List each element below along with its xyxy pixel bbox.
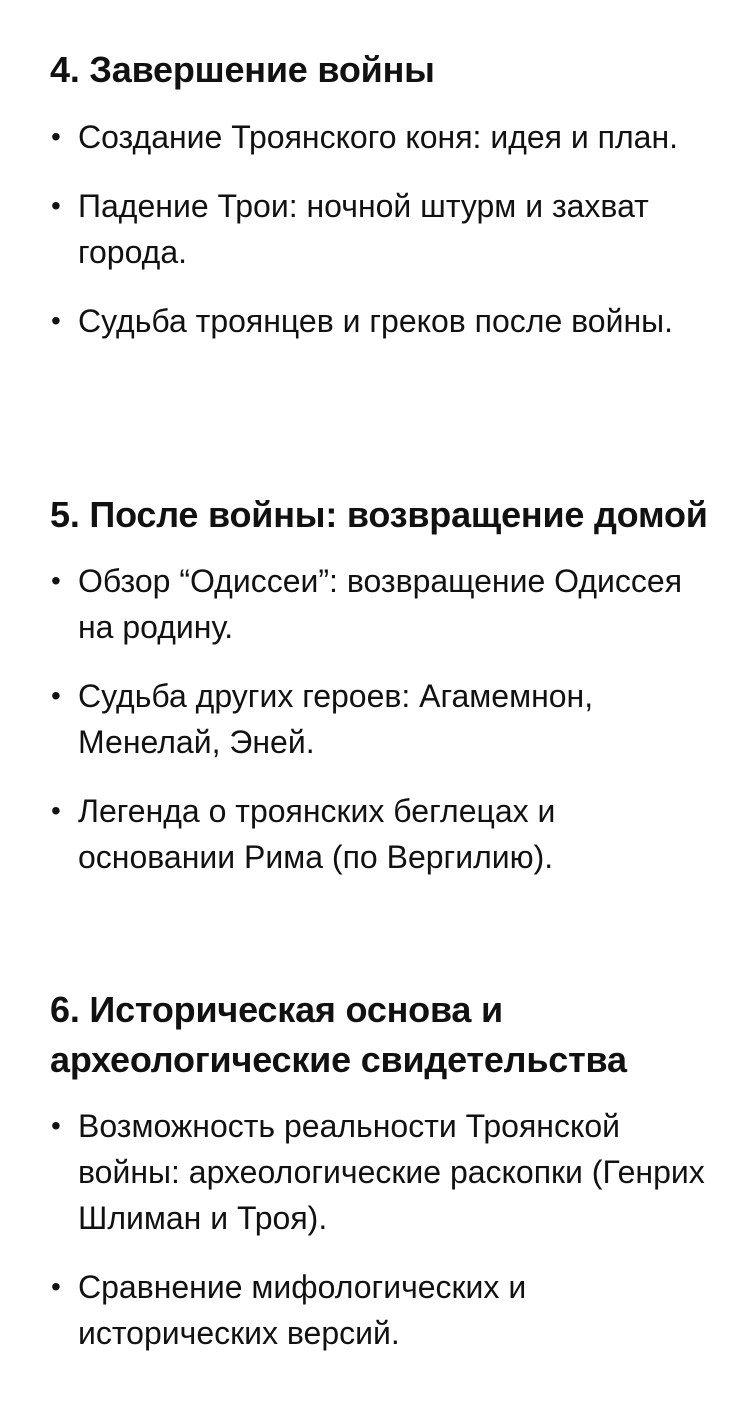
section-heading: 4. Завершение войны: [50, 49, 435, 90]
section-heading: 5. После войны: возвращение домой: [50, 494, 708, 535]
list-item-text: Легенда о троянских беглецах и основании Рима (по Вергилию).: [78, 793, 556, 875]
bullet-list: [50, 1103, 710, 1356]
section-war-ending: [50, 45, 710, 344]
list-item: [50, 558, 710, 650]
section-after-war: [50, 490, 710, 880]
list-item: [50, 788, 710, 880]
bullet-icon: •: [51, 190, 61, 221]
bullet-icon: •: [51, 565, 61, 596]
list-item-text: Сравнение мифологических и исторических версий.: [78, 1269, 527, 1351]
list-item: [50, 673, 710, 765]
list-item: [50, 183, 710, 275]
bullet-icon: •: [51, 305, 61, 336]
bullet-icon: •: [51, 795, 61, 826]
list-item: [50, 1103, 710, 1241]
list-item: [50, 114, 710, 160]
bullet-list: [50, 558, 710, 880]
bullet-icon: •: [51, 121, 61, 152]
list-item-text: Судьба троянцев и греков после войны.: [78, 303, 674, 339]
list-item-text: Обзор “Одиссеи”: возвращение Одиссея на родину.: [78, 563, 683, 645]
bullet-icon: •: [51, 1110, 61, 1141]
section-heading: 6. Историческая основа и археологические свидетельства: [50, 989, 627, 1080]
list-item-text: Падение Трои: ночной штурм и захват города.: [78, 188, 649, 270]
list-item: [50, 1264, 710, 1356]
bullet-icon: •: [51, 1271, 61, 1302]
list-item-text: Судьба других героев: Агамемнон, Менелай, Эней.: [78, 678, 594, 760]
section-historical-basis: [50, 985, 710, 1356]
bullet-icon: •: [51, 680, 61, 711]
bullet-list: [50, 114, 710, 344]
list-item: [50, 298, 710, 344]
list-item-text: Создание Троянского коня: идея и план.: [78, 119, 678, 155]
list-item-text: Возможность реальности Троянской войны: археологические раскопки (Генрих Шлиман и Троя).: [78, 1108, 705, 1236]
